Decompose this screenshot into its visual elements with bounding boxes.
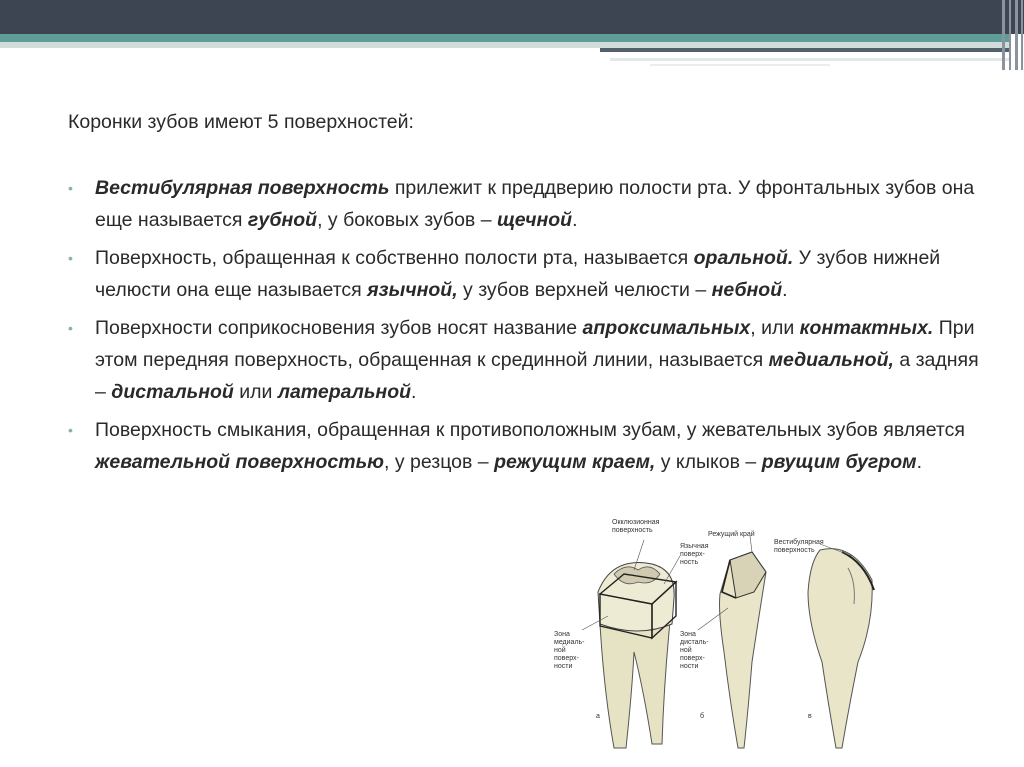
intro-text: Коронки зубов имеют 5 поверхностей: bbox=[68, 111, 414, 133]
bullet-item bbox=[68, 242, 988, 306]
term-text: латеральной bbox=[277, 381, 412, 403]
label-medial-zone bbox=[554, 631, 585, 670]
bullet-item bbox=[68, 414, 988, 478]
bullet-icon: • bbox=[68, 250, 73, 266]
term-text: губной bbox=[247, 209, 318, 231]
label-line: поверх- bbox=[554, 655, 579, 662]
body-text: Поверхность смыкания, обращенная к противоположным зубам, у жевательных зубов является bbox=[95, 419, 965, 441]
bullet-item bbox=[68, 172, 988, 236]
slide-body bbox=[68, 106, 988, 484]
teeth-illustration bbox=[552, 512, 892, 762]
label-line: ной bbox=[554, 647, 566, 654]
body-text: у зубов верхней челюсти – bbox=[457, 279, 712, 301]
label-line: дисталь- bbox=[680, 639, 709, 646]
term-text: апроксимальных bbox=[582, 317, 751, 339]
body-text: Поверхности соприкосновения зубов носят название bbox=[95, 317, 583, 339]
header-bar bbox=[0, 0, 1024, 34]
body-text: , или bbox=[750, 317, 800, 339]
body-text: Поверхность, обращенная к собственно полости рта, называется bbox=[95, 247, 694, 269]
label-line: Режущий край bbox=[708, 531, 755, 538]
term-text: дистальной bbox=[111, 381, 234, 403]
term-text: жевательной поверхностью bbox=[95, 451, 385, 473]
body-text: . bbox=[411, 381, 417, 403]
body-text: При этом передняя поверхность, обращенная к срединной линии, называется bbox=[95, 317, 975, 371]
term-text: режущим краем, bbox=[494, 451, 656, 473]
body-text: , у резцов – bbox=[384, 451, 495, 473]
panel-letter-a: а bbox=[596, 713, 600, 720]
header-stripe-faint-2 bbox=[650, 64, 830, 66]
bullet-icon: • bbox=[68, 422, 73, 438]
bullet-item bbox=[68, 312, 988, 408]
header-stripe-faint bbox=[610, 58, 1010, 61]
panel-letter-b: б bbox=[700, 713, 705, 720]
label-line: медиаль- bbox=[554, 639, 585, 646]
label-line: Вестибулярная bbox=[774, 539, 824, 546]
canine-tooth bbox=[808, 549, 874, 748]
label-line: поверхность bbox=[774, 547, 815, 554]
label-cutting-edge bbox=[708, 530, 755, 538]
label-occlusal-surface bbox=[612, 519, 660, 534]
body-text: прилежит к преддверию полости рта. У фронтальных зубов она еще называется bbox=[95, 177, 975, 231]
header-vertical-lines bbox=[1000, 0, 1024, 70]
term-text: язычной, bbox=[367, 279, 458, 301]
term-text: Вестибулярная поверхность bbox=[95, 177, 390, 199]
body-text: У зубов нижней челюсти она еще называется bbox=[95, 247, 941, 301]
panel-letter-c: в bbox=[808, 713, 812, 720]
label-line: поверх- bbox=[680, 551, 705, 558]
label-line: ность bbox=[680, 559, 699, 566]
bullet-icon: • bbox=[68, 320, 73, 336]
label-vestibular-surface bbox=[774, 538, 824, 554]
term-text: небной bbox=[711, 279, 783, 301]
bullet-list bbox=[68, 172, 988, 478]
body-text: а задняя – bbox=[95, 349, 979, 403]
label-distal-zone bbox=[680, 631, 709, 670]
label-line: поверхность bbox=[612, 527, 653, 534]
body-text: , у боковых зубов – bbox=[317, 209, 497, 231]
body-text: . bbox=[782, 279, 788, 301]
term-text: оральной. bbox=[693, 247, 794, 269]
label-line: поверх- bbox=[680, 655, 705, 662]
body-text: или bbox=[233, 381, 278, 403]
bullet-icon: • bbox=[68, 180, 73, 196]
header-stripe-dark bbox=[600, 48, 1010, 52]
header-stripe-teal bbox=[0, 34, 1010, 42]
label-line: Окклюзионная bbox=[612, 519, 660, 526]
label-line: ной bbox=[680, 647, 692, 654]
body-text: у клыков – bbox=[655, 451, 762, 473]
teeth-figure bbox=[552, 512, 892, 762]
term-text: щечной bbox=[496, 209, 573, 231]
body-text: . bbox=[916, 451, 922, 473]
body-text: . bbox=[572, 209, 578, 231]
label-line: ности bbox=[680, 663, 699, 670]
label-line: ности bbox=[554, 663, 573, 670]
molar-tooth bbox=[598, 563, 676, 748]
label-line: Зона bbox=[680, 631, 696, 638]
term-text: медиальной, bbox=[768, 349, 894, 371]
term-text: контактных. bbox=[799, 317, 934, 339]
label-lingual-surface bbox=[680, 543, 709, 566]
incisor-tooth bbox=[720, 552, 767, 748]
label-line: Зона bbox=[554, 631, 570, 638]
term-text: рвущим бугром bbox=[761, 451, 917, 473]
label-line: Язычная bbox=[680, 543, 709, 550]
